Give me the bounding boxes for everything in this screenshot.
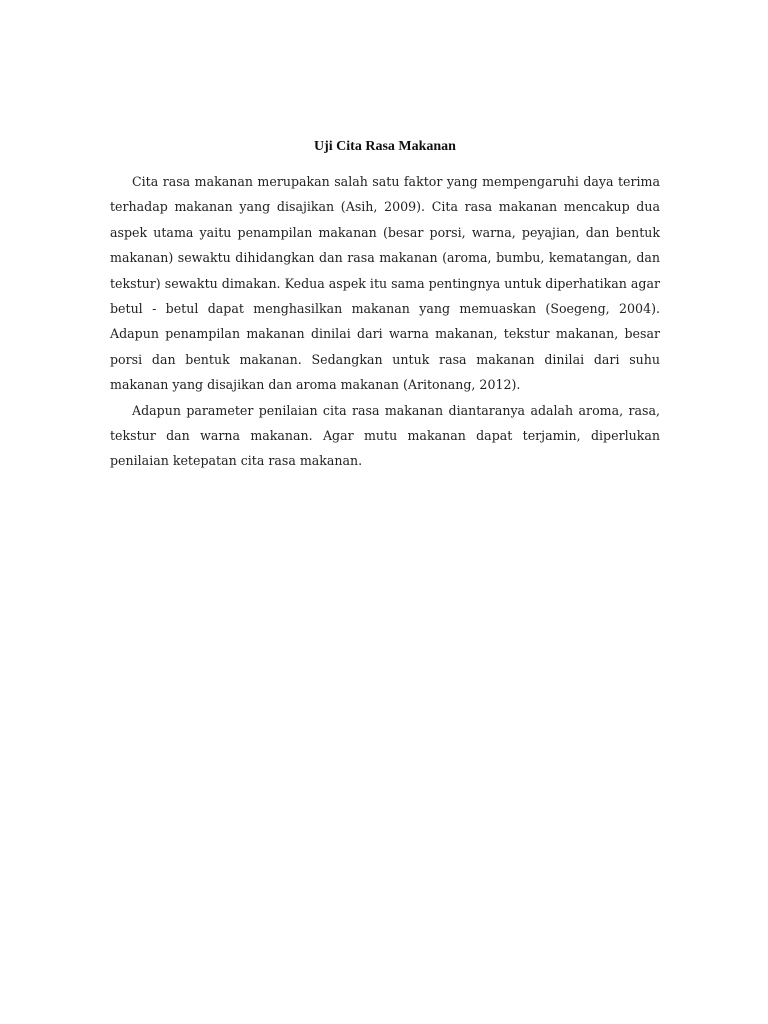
paragraph-1: Cita rasa makanan merupakan salah satu faktor yang mempengaruhi daya terima terhadap makanan yang disajikan (Asih, 2009). Cita rasa makanan mencakup dua aspek utama yaitu penampilan makanan (besar porsi, warna, peyajian, dan bentuk makanan) sewaktu dihidangkan dan rasa makanan (aroma, bumbu, kematangan, dan tekstur) sewaktu dimakan. Kedua aspek itu sama pentingnya untuk diperhatikan agar betul - betul dapat menghasilkan makanan yang memuaskan (Soegeng, 2004). Adapun penampilan makanan dinilai dari warna makanan, tekstur makanan, besar porsi dan bentuk makanan. Sedangkan untuk rasa makanan dinilai dari suhu makanan yang disajikan dan aroma makanan (Aritonang, 2012). xyxy=(110,174,660,393)
paragraph-2: Adapun parameter penilaian cita rasa makanan diantaranya adalah aroma, rasa, tekstur dan warna makanan. Agar mutu makanan dapat terjamin, diperlukan penilaian ketepatan cita rasa makanan. xyxy=(110,402,660,469)
document-title: Uji Cita Rasa Makanan xyxy=(314,139,456,154)
document-body xyxy=(110,169,660,474)
